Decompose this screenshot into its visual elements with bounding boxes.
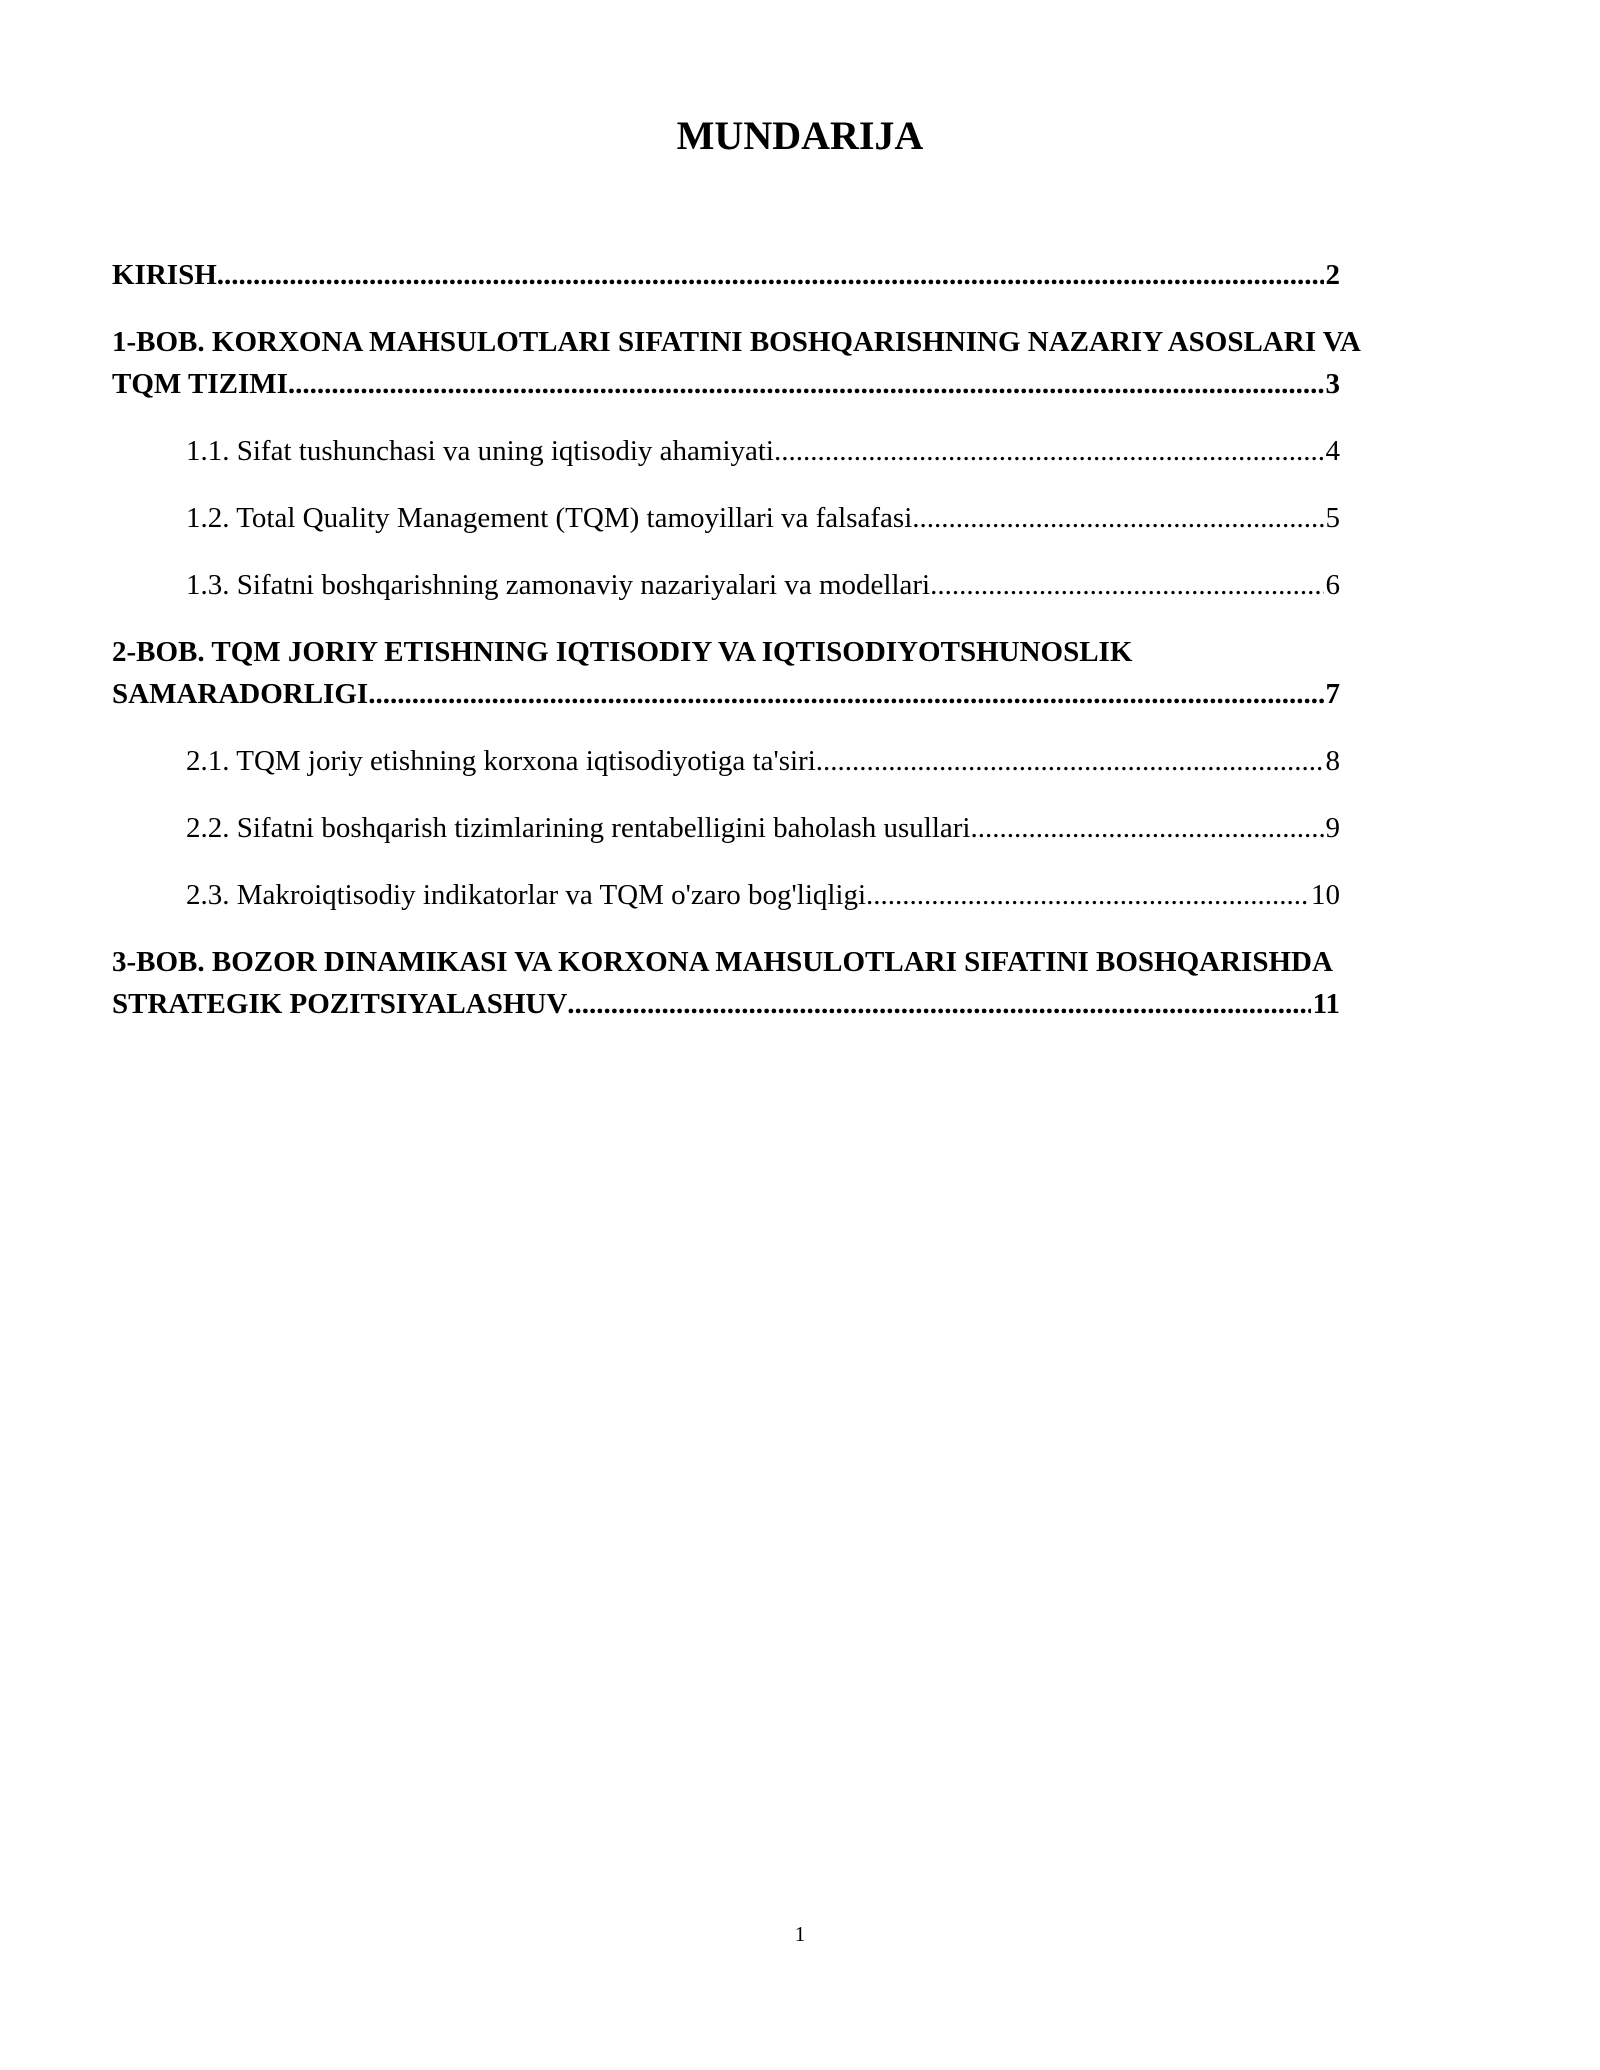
toc-entry-label: KIRISH [112,259,217,291]
toc-page-number: 11 [1312,988,1340,1020]
toc-entry-label-line2: SAMARADORLIGI [112,678,369,710]
dot-leader [816,740,1324,782]
toc-entry-section-2-1[interactable] [112,740,1340,782]
toc-leader-line [186,564,1340,606]
dot-leader [567,983,1310,1025]
toc-entry-label-line1: 3-BOB. BOZOR DINAMIKASI VA KORXONA MAHSULOTLARI SIFATINI BOSHQARISHDA [112,946,1333,978]
dot-leader [774,430,1324,472]
toc-leader-line [186,430,1340,472]
toc-entry-label: 1.2. Total Quality Management (TQM) tamoyillari va falsafasi [186,502,913,534]
toc-entry-section-2-3[interactable] [112,874,1340,916]
dot-leader [970,807,1323,849]
toc-entry-label: 2.1. TQM joriy etishning korxona iqtisodiyotiga ta'siri [186,745,816,777]
toc-entry-chapter-1[interactable] [112,321,1361,405]
toc-entry-label-line1: 1-BOB. KORXONA MAHSULOTLARI SIFATINI BOSHQARISHNING NAZARIY ASOSLARI VA [112,326,1361,358]
toc-page-number: 6 [1325,569,1340,601]
page-title: MUNDARIJA [676,113,924,158]
toc-entry-label-line1: 2-BOB. TQM JORIY ETISHNING IQTISODIY VA IQTISODIYOTSHUNOSLIK [112,636,1133,668]
dot-leader [930,564,1323,606]
toc-leader-line [112,673,1340,715]
toc-page-number: 8 [1325,745,1340,777]
dot-leader [217,254,1324,296]
toc-leader-line [186,807,1340,849]
toc-page-number: 5 [1325,502,1340,534]
toc-leader-line [112,254,1340,296]
toc-entry-label: 2.3. Makroiqtisodiy indikatorlar va TQM o'zaro bog'liqligi [186,879,867,911]
toc-leader-line [186,874,1340,916]
table-of-contents [112,254,1361,1025]
toc-page-number: 3 [1325,368,1340,400]
toc-entry-section-1-2[interactable] [112,497,1340,539]
toc-leader-line [112,363,1340,405]
toc-entry-section-1-1[interactable] [112,430,1340,472]
toc-leader-line [186,740,1340,782]
toc-entry-section-2-2[interactable] [112,807,1340,849]
toc-leader-line [186,497,1340,539]
toc-entry-label-line2: TQM TIZIMI [112,368,288,400]
toc-entry-chapter-3[interactable] [112,941,1340,1025]
toc-entry-section-1-3[interactable] [112,564,1340,606]
dot-leader [866,874,1309,916]
toc-page-number: 4 [1325,435,1340,467]
toc-page-number: 9 [1325,812,1340,844]
toc-entry-chapter-2[interactable] [112,631,1340,715]
toc-page-number: 2 [1325,259,1340,291]
page-footer-number: 1 [794,1922,806,1946]
toc-leader-line [112,983,1340,1025]
toc-page-number: 7 [1325,678,1340,710]
dot-leader [288,363,1324,405]
toc-entry-label: 2.2. Sifatni boshqarish tizimlarining rentabelligini baholash usullari [186,812,971,844]
dot-leader [912,497,1323,539]
toc-entry-label: 1.3. Sifatni boshqarishning zamonaviy nazariyalari va modellari [186,569,931,601]
toc-entry-introduction[interactable] [112,254,1340,296]
toc-entry-label: 1.1. Sifat tushunchasi va uning iqtisodiy ahamiyati [186,435,774,467]
toc-page-number: 10 [1311,879,1340,911]
toc-entry-label-line2: STRATEGIK POZITSIYALASHUV [112,988,568,1020]
dot-leader [368,673,1323,715]
